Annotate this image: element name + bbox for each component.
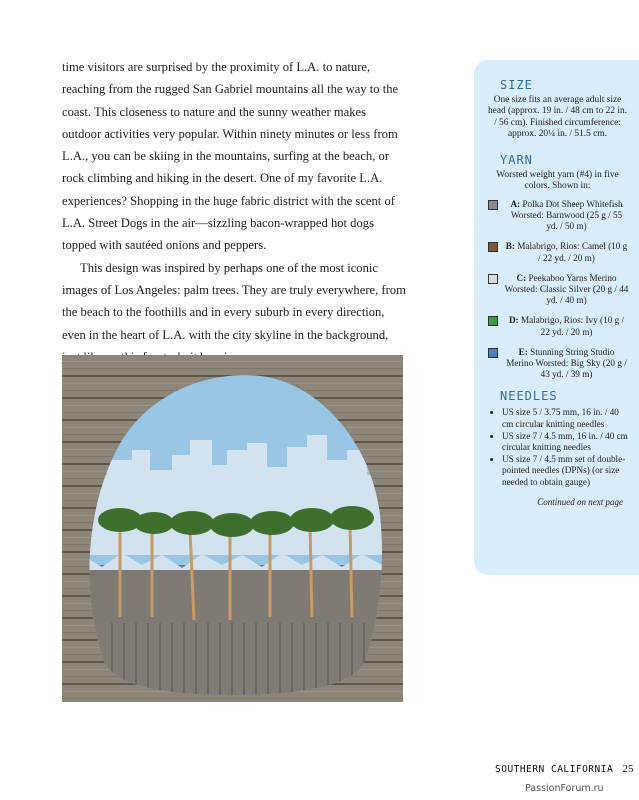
yarn-item-d <box>486 315 629 337</box>
page-number: 25 <box>622 763 634 775</box>
color-swatch-c <box>488 274 498 284</box>
color-swatch-a <box>488 200 498 210</box>
color-swatch-b <box>488 242 498 252</box>
yarn-desc: Peekaboo Yarns Merino Worsted: Classic Silver (20 g / 44 yd. / 40 m) <box>504 272 629 306</box>
yarn-item-e <box>486 347 629 381</box>
yarn-letter: A: <box>510 198 521 209</box>
section-title: SOUTHERN CALIFORNIA <box>495 764 614 775</box>
size-heading: SIZE <box>500 78 533 92</box>
yarn-item-b <box>486 241 629 263</box>
yarn-desc: Stunning String Studio Merino Worsted: Big Sky (20 g / 43 yd. / 39 m) <box>506 346 627 380</box>
body-text <box>62 56 407 368</box>
beanie-photo <box>62 355 403 702</box>
needles-list <box>486 407 629 487</box>
size-text: One size fits an average adult size head (approx. 19 in. / 48 cm to 22 in. / 56 cm). Finished circumference: approx. 20¼ in. / 51.5 cm. <box>487 95 628 139</box>
yarn-list <box>486 199 629 381</box>
yarn-item-c <box>486 273 629 307</box>
yarn-item-a <box>486 199 629 233</box>
continued-note: Continued on next page <box>537 496 623 507</box>
yarn-letter: B: <box>505 241 515 252</box>
yarn-letter: C: <box>516 272 527 283</box>
paragraph-1: time visitors are surprised by the proximity of L.A. to nature, reaching from the rugged San Gabriel mountains all the way to the coast. This closeness to nature and the sunny weather makes outdoor activities very popular. Within ninety minutes or less from L.A., you can be skiing in the mountains, surfing at the beach, or rock climbing and hiking in the desert. One of my favorite L.A. experiences? Shopping in the huge fabric district with the scent of L.A. Street Dogs in the air—sizzling bacon-wrapped hot dogs topped with sautéed onions and peppers. <box>62 60 399 253</box>
yarn-desc: Malabrigo, Rios: Camel (10 g / 22 yd. / 20 m) <box>517 241 628 263</box>
yarn-letter: D: <box>508 315 519 326</box>
needle-item: • US size 5 / 3.75 mm, 16 in. / 40 cm circular knitting needles <box>502 407 629 429</box>
yarn-intro: Worsted weight yarn (#4) in five colors. Shown in: <box>496 170 619 192</box>
needles-heading: NEEDLES <box>500 389 558 404</box>
yarn-desc: Malabrigo, Rios: Ivy (10 g / 22 yd. / 20 m) <box>520 315 625 337</box>
pattern-info-sidebar <box>474 60 639 575</box>
yarn-heading: YARN <box>500 153 533 168</box>
color-swatch-e <box>488 348 498 358</box>
yarn-letter: E: <box>518 346 528 357</box>
page-footer <box>495 763 634 775</box>
paragraph-2: This design was inspired by perhaps one of the most iconic images of Los Angeles: palm trees. They are truly everywhere, from the beach to the foothills and in every suburb in every direction, even in the heart of L.A. with the city skyline in the background, <box>62 260 406 342</box>
watermark: PassionForum.ru <box>525 783 604 794</box>
needle-item: • US size 7 / 4.5 mm, 16 in. / 40 cm circular knitting needles <box>502 431 629 453</box>
needle-item: • US size 7 / 4.5 mm set of double-pointed needles (DPNs) (or size needed to obtain gauge) <box>502 454 629 488</box>
yarn-desc: Polka Dot Sheep Whitefish Worsted: Barnwood (25 g / 55 yd. / 50 m) <box>510 198 623 232</box>
color-swatch-d <box>488 316 498 326</box>
